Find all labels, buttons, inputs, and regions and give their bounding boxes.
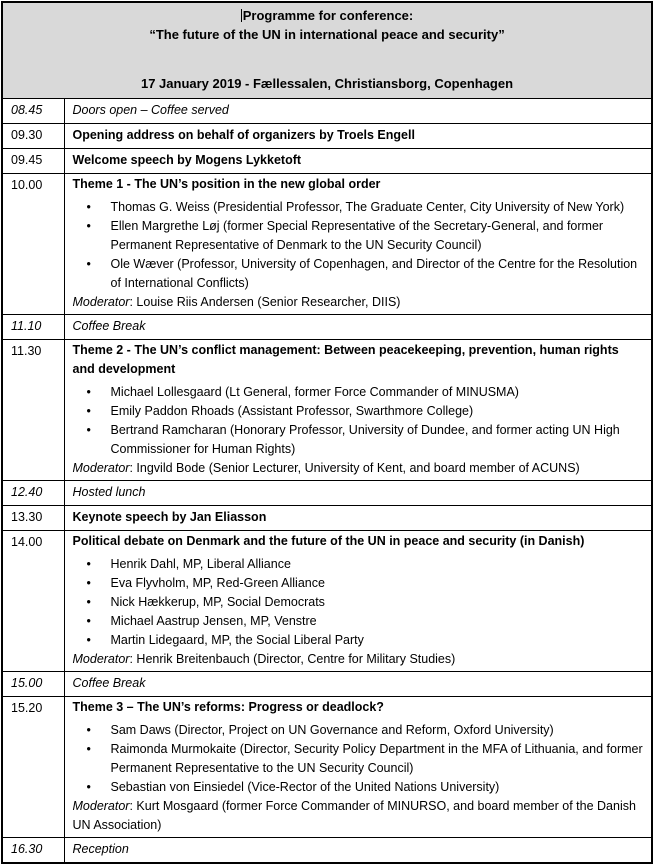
header-row xyxy=(2,2,652,99)
moderator-line xyxy=(73,797,644,835)
event-cell: Opening address on behalf of organizers by Troels Engell xyxy=(64,124,652,149)
moderator-text: : Louise Riis Andersen (Senior Researcher, DIIS) xyxy=(129,295,401,309)
speaker-item: • Michael Aastrup Jensen, MP, Venstre xyxy=(73,612,644,631)
time-cell: 15.00 xyxy=(2,672,64,697)
speaker-item: • Ellen Margrethe Løj (former Special Representative of the Secretary-General, and former Permanent Representative of Denmark to the UN Security Council) xyxy=(73,217,644,255)
event-cell: Coffee Break xyxy=(64,672,652,697)
time-cell: 12.40 xyxy=(2,481,64,506)
header-title-line2: “The future of the UN in international peace and security” xyxy=(149,27,505,42)
table-row xyxy=(2,315,652,340)
session-title: Political debate on Denmark and the future of the UN in peace and security (in Danish) xyxy=(72,534,585,548)
speaker-item: • Thomas G. Weiss (Presidential Professor, The Graduate Center, City University of New York) xyxy=(73,198,644,217)
speaker-item: • Nick Hækkerup, MP, Social Democrats xyxy=(73,593,644,612)
session-title: Theme 1 - The UN’s position in the new global order xyxy=(72,177,381,191)
table-row xyxy=(2,340,652,481)
moderator-label: Moderator xyxy=(72,652,130,666)
speaker-item: • Eva Flyvholm, MP, Red-Green Alliance xyxy=(73,574,644,593)
session-title: Theme 2 - The UN’s conflict management: Between peacekeeping, prevention, human rights and development xyxy=(72,343,619,376)
table-row xyxy=(2,99,652,124)
document-page xyxy=(0,1,655,864)
speaker-list xyxy=(73,383,644,459)
table-row xyxy=(2,531,652,672)
time-cell: 09.45 xyxy=(2,149,64,174)
text-cursor xyxy=(241,9,242,22)
moderator-label: Moderator xyxy=(72,461,130,475)
programme-table xyxy=(1,1,653,864)
session-cell xyxy=(64,174,652,315)
time-cell: 11.10 xyxy=(2,315,64,340)
session-cell xyxy=(64,340,652,481)
table-row xyxy=(2,672,652,697)
time-cell: 11.30 xyxy=(2,340,64,481)
header-cell xyxy=(2,2,652,99)
table-row xyxy=(2,149,652,174)
moderator-label: Moderator xyxy=(72,295,130,309)
speaker-item: • Martin Lidegaard, MP, the Social Liberal Party xyxy=(73,631,644,650)
table-row xyxy=(2,124,652,149)
event-cell: Reception xyxy=(64,838,652,864)
time-cell: 15.20 xyxy=(2,697,64,838)
speaker-item: • Michael Lollesgaard (Lt General, former Force Commander of MINUSMA) xyxy=(73,383,644,402)
event-cell: Keynote speech by Jan Eliasson xyxy=(64,506,652,531)
moderator-label: Moderator xyxy=(72,799,130,813)
time-cell: 10.00 xyxy=(2,174,64,315)
speaker-item: • Emily Paddon Rhoads (Assistant Professor, Swarthmore College) xyxy=(73,402,644,421)
moderator-line xyxy=(73,293,644,312)
speaker-item: • Sebastian von Einsiedel (Vice-Rector of the United Nations University) xyxy=(73,778,644,797)
time-cell: 09.30 xyxy=(2,124,64,149)
programme-rows xyxy=(2,99,652,864)
table-row xyxy=(2,174,652,315)
table-row xyxy=(2,838,652,864)
table-row xyxy=(2,506,652,531)
speaker-item: • Ole Wæver (Professor, University of Copenhagen, and Director of the Centre for the Resolution of International Conflicts) xyxy=(73,255,644,293)
speaker-list xyxy=(73,721,644,797)
session-cell xyxy=(64,697,652,838)
speaker-item: • Bertrand Ramcharan (Honorary Professor, University of Dundee, and former acting UN High Commissioner for Human Rights) xyxy=(73,421,644,459)
moderator-text: : Henrik Breitenbauch (Director, Centre for Military Studies) xyxy=(129,652,456,666)
table-row xyxy=(2,481,652,506)
event-cell: Welcome speech by Mogens Lykketoft xyxy=(64,149,652,174)
event-cell: Coffee Break xyxy=(64,315,652,340)
time-cell: 16.30 xyxy=(2,838,64,864)
table-row xyxy=(2,697,652,838)
session-cell xyxy=(64,531,652,672)
time-cell: 08.45 xyxy=(2,99,64,124)
moderator-text: : Kurt Mosgaard (former Force Commander of MINURSO, and board member of the Danish UN Association) xyxy=(72,799,636,832)
header-title-line1 xyxy=(11,6,643,25)
speaker-item: • Raimonda Murmokaite (Director, Security Policy Department in the MFA of Lithuania, and former Permanent Representative to the UN Security Council) xyxy=(73,740,644,778)
moderator-line xyxy=(73,650,644,669)
event-cell: Hosted lunch xyxy=(64,481,652,506)
header-title-text: Programme for conference: xyxy=(242,8,414,23)
time-cell: 13.30 xyxy=(2,506,64,531)
event-cell: Doors open – Coffee served xyxy=(64,99,652,124)
speaker-item: • Sam Daws (Director, Project on UN Governance and Reform, Oxford University) xyxy=(73,721,644,740)
time-cell: 14.00 xyxy=(2,531,64,672)
header-date-line: 17 January 2019 - Fællessalen, Christiansborg, Copenhagen xyxy=(140,76,514,91)
speaker-item: • Henrik Dahl, MP, Liberal Alliance xyxy=(73,555,644,574)
moderator-text: : Ingvild Bode (Senior Lecturer, University of Kent, and board member of ACUNS) xyxy=(129,461,580,475)
speaker-list xyxy=(73,555,644,650)
moderator-line xyxy=(73,459,644,478)
session-title: Theme 3 – The UN’s reforms: Progress or deadlock? xyxy=(72,700,384,714)
speaker-list xyxy=(73,198,644,293)
